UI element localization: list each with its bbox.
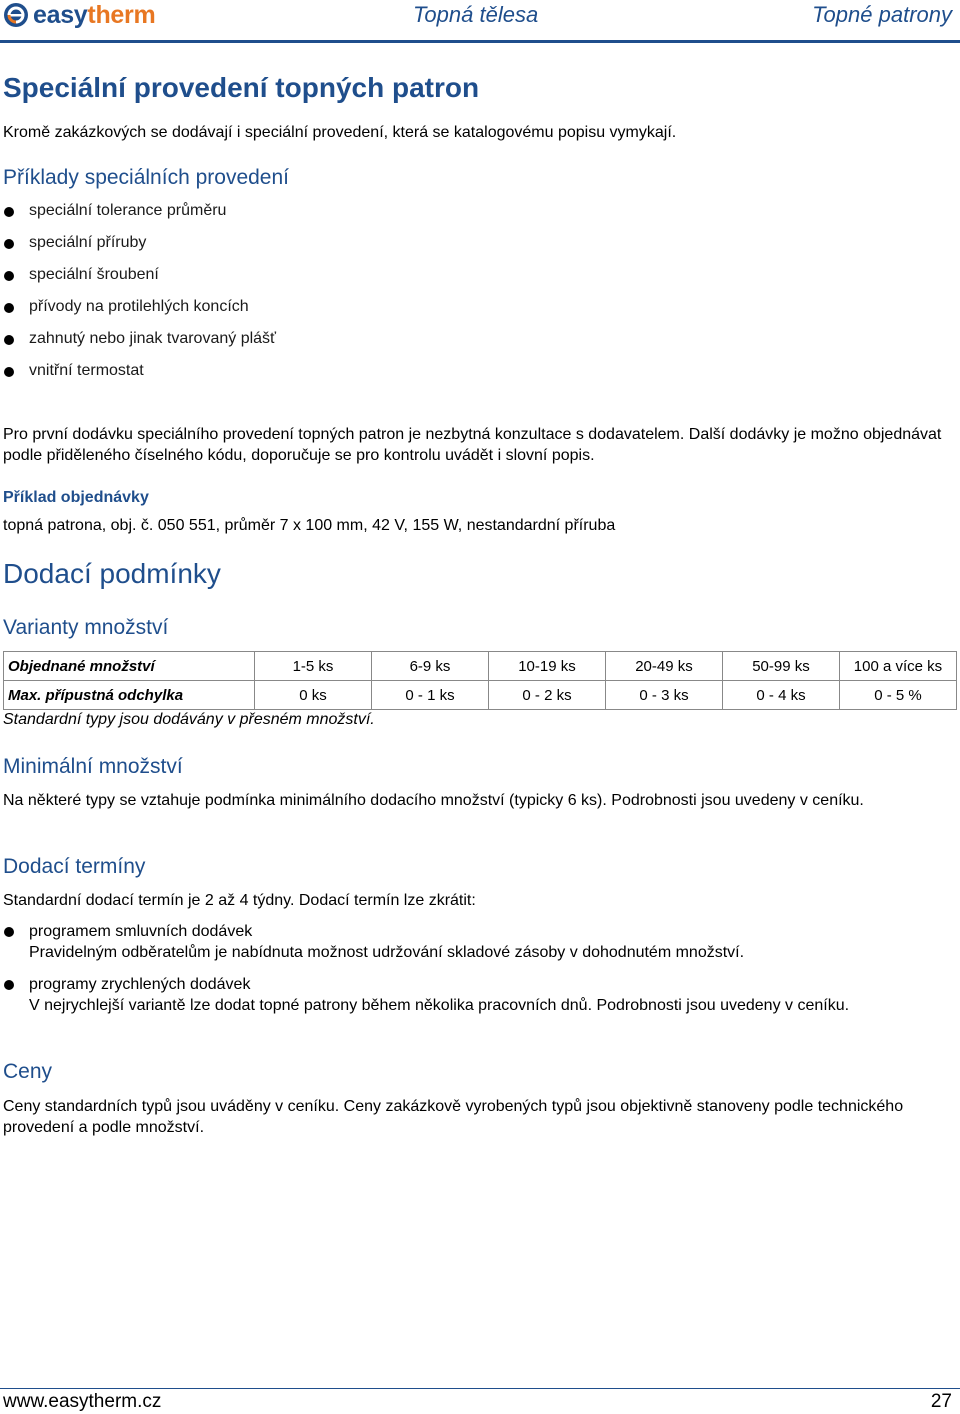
list-item — [29, 974, 929, 1016]
prices-heading: Ceny — [3, 1060, 53, 1083]
header-section-heating-elements: Topná tělesa — [413, 2, 539, 27]
header-divider — [0, 40, 960, 43]
table-cell: 100 a více ks — [840, 652, 957, 681]
table-cell: 1-5 ks — [255, 652, 372, 681]
list-item-desc: V nejrychlejší variantě lze dodat topné patrony během několika pracovních dnů. Podrobnosti jsou uvedeny v ceníku. — [29, 997, 850, 1014]
table-note: Standardní typy jsou dodávány v přesném množství. — [3, 711, 375, 728]
list-item: speciální šroubení — [29, 266, 159, 283]
bullet-icon — [4, 303, 14, 313]
bullet-icon — [4, 207, 14, 217]
bullet-icon — [4, 927, 14, 937]
bullet-icon — [4, 271, 14, 281]
list-item-title: programy zrychlených dodávek — [29, 976, 251, 993]
table-row — [4, 652, 957, 681]
list-item: speciální tolerance průměru — [29, 202, 227, 219]
table-cell: 0 - 5 % — [840, 681, 957, 710]
bullet-icon — [4, 980, 14, 990]
table-row-label: Max. přípustná odchylka — [4, 681, 255, 710]
table-cell: 10-19 ks — [489, 652, 606, 681]
variants-heading: Varianty množství — [3, 616, 169, 639]
examples-heading: Příklady speciálních provedení — [3, 166, 289, 189]
bullet-icon — [4, 239, 14, 249]
list-item-desc: Pravidelným odběratelům je nabídnuta možnost udržování skladové zásoby v dohodnutém množství. — [29, 944, 745, 961]
list-item: vnitřní termostat — [29, 362, 144, 379]
table-cell: 0 - 3 ks — [606, 681, 723, 710]
page-number: 27 — [930, 1391, 952, 1412]
order-example-heading: Příklad objednávky — [3, 489, 149, 506]
logo-wordmark — [33, 1, 155, 30]
table-cell: 0 - 2 ks — [489, 681, 606, 710]
logo-mark-icon — [3, 2, 29, 28]
list-item: přívody na protilehlých koncích — [29, 298, 249, 315]
bullet-icon — [4, 335, 14, 345]
header-section-cartridges: Topné patrony — [812, 2, 952, 27]
prices-text: Ceny standardních typů jsou uváděny v ceníku. Ceny zakázkově vyrobených typů jsou objektivně stanoveny podle technického provedení a podle množství. — [3, 1098, 904, 1136]
bullet-icon — [4, 367, 14, 377]
list-item: zahnutý nebo jinak tvarovaný plášť — [29, 330, 277, 347]
page-header — [0, 0, 960, 44]
table-cell: 0 - 1 ks — [372, 681, 489, 710]
logo-therm: therm — [87, 0, 156, 29]
list-item — [29, 921, 929, 963]
table-cell: 20-49 ks — [606, 652, 723, 681]
order-example-text: topná patrona, obj. č. 050 551, průměr 7 x 100 mm, 42 V, 155 W, nestandardní příruba — [3, 517, 616, 534]
brand-logo — [3, 0, 155, 30]
logo-easy: easy — [33, 0, 88, 29]
minimum-quantity-heading: Minimální množství — [3, 755, 183, 778]
footer-website-link[interactable]: www.easytherm.cz — [3, 1391, 162, 1412]
table-row — [4, 681, 957, 710]
footer-divider — [0, 1388, 960, 1389]
delivery-terms-heading: Dodací termíny — [3, 855, 146, 878]
list-item: speciální příruby — [29, 234, 147, 251]
table-row-label: Objednané množství — [4, 652, 255, 681]
table-cell: 50-99 ks — [723, 652, 840, 681]
table-cell: 6-9 ks — [372, 652, 489, 681]
first-delivery-note: Pro první dodávku speciálního provedení topných patron je nezbytná konzultace s dodavatelem. Další dodávky je možno objednávat podle přiděleného číselného kódu, doporučuje se pro kontrolu uvádět i slovní popis. — [3, 426, 942, 464]
minimum-quantity-text: Na některé typy se vztahuje podmínka minimálního dodacího množství (typicky 6 ks). Podrobnosti jsou uvedeny v ceníku. — [3, 792, 864, 809]
delivery-title: Dodací podmínky — [3, 558, 221, 589]
table-cell: 0 - 4 ks — [723, 681, 840, 710]
delivery-terms-text: Standardní dodací termín je 2 až 4 týdny. Dodací termín lze zkrátit: — [3, 892, 476, 909]
table-cell: 0 ks — [255, 681, 372, 710]
page-title: Speciální provedení topných patron — [3, 72, 480, 103]
list-item-title: programem smluvních dodávek — [29, 923, 253, 940]
quantity-table — [3, 651, 957, 710]
intro-text: Kromě zakázkových se dodávají i speciální provedení, která se katalogovému popisu vymykají. — [3, 124, 677, 141]
